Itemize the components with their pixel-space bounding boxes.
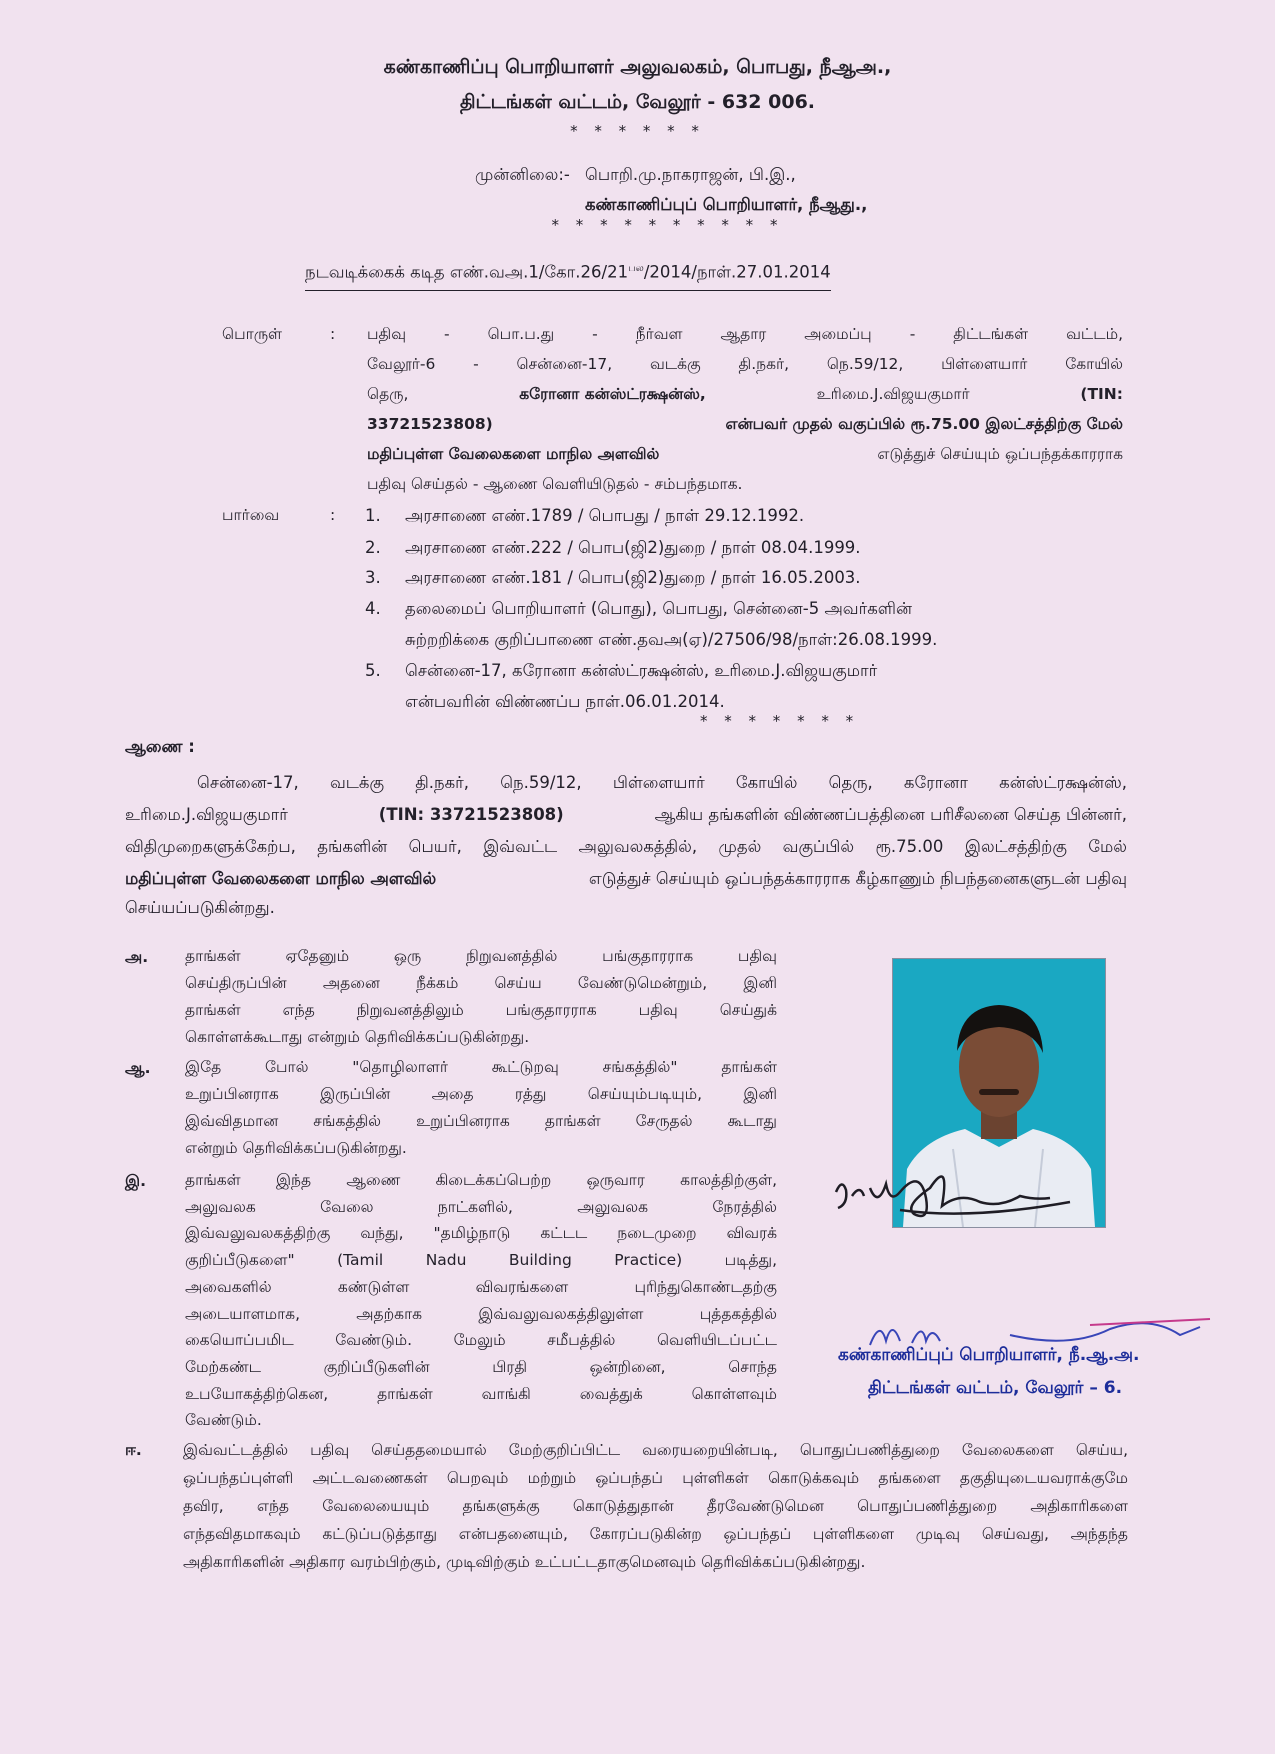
clause-line: கொள்ளக்கூடாது என்றும் தெரிவிக்கப்படுகின்றது.: [185, 1028, 530, 1046]
reference-number: 3.: [365, 568, 381, 587]
order-line-4: [125, 864, 1127, 893]
order-work-scope: மதிப்புள்ள வேலைகளை மாநில அளவில்: [125, 869, 437, 888]
clause-line: அலுவலக வேலை நாட்களில், அலுவலக நேரத்தில்: [185, 1197, 777, 1216]
subject-line-5: [367, 440, 1123, 469]
subject-class-limit: என்பவர் முதல் வகுப்பில் ரூ.75.00 இலட்சத்திற்கு மேல்: [725, 415, 1123, 433]
presence-label: முன்னிலை:-: [475, 165, 570, 184]
clause-line: கையொப்பமிட வேண்டும். மேலும் சமீபத்தில் வெளியிடப்பட்ட: [185, 1331, 777, 1350]
clause-line: உறுப்பினராக இருப்பின் அதை ரத்து செய்யும்படியும், இனி: [185, 1085, 777, 1103]
clause-line: அதிகாரிகளின் அதிகார வரம்பிற்கும், முடிவிற்கும் உட்பட்டதாகுமெனவும் தெரிவிக்கப்படுகின்றது.: [183, 1553, 866, 1571]
clause-line: ஒப்பந்தப்புள்ளி அட்டவணைகள் பெறவும் மற்றும் ஒப்பந்தப் புள்ளிகள் கொடுக்கவும் தங்களை தகுதியுடையவராக்குமே: [183, 1469, 1128, 1487]
order-line-2c: ஆகிய தங்களின் விண்ணப்பத்தினை பரிசீலனை செய்த பின்னர்,: [654, 805, 1127, 824]
reference-text-continued: என்பவரின் விண்ணப்ப நாள்.06.01.2014.: [405, 692, 725, 711]
seal-line-1: கண்காணிப்புப் பொறியாளர், நீ.ஆ.அ.: [838, 1345, 1140, 1365]
reference-number: 5.: [365, 661, 381, 680]
office-line-2: திட்டங்கள் வட்டம், வேலூர் - 632 006.: [459, 91, 816, 113]
clause-line: இவ்விதமான சங்கத்தில் உறுப்பினராக தாங்கள் சேருதல் கூடாது: [185, 1112, 777, 1130]
subject-line-2: வேலூர்-6 - சென்னை-17, வடக்கு தி.நகர், நெ.59/12, பிள்ளையார் கோயில்: [367, 355, 1123, 373]
order-label: ஆணை :: [125, 737, 195, 756]
clause-line: எந்தவிதமாகவும் கட்டுப்படுத்தாது என்பதனையும், கோரப்படுகின்ற ஒப்பந்தப் புள்ளிகளை முடிவு செய்வது, அந்தந்த: [183, 1525, 1128, 1543]
order-line-1: சென்னை-17, வடக்கு தி.நகர், நெ.59/12, பிள்ளையார் கோயில் தெரு, கரோனா கன்ஸ்ட்ரக்ஷன்ஸ்,: [197, 773, 1127, 792]
applicant-signature-text: J.Vijayakumar: [830, 1148, 837, 1149]
presence-designation: கண்காணிப்புப் பொறியாளர், நீஆது.,: [585, 195, 868, 214]
office-line-1: கண்காணிப்பு பொறியாளர் அலுவலகம், பொபது, நீஆஅ.,: [383, 56, 892, 78]
clause-line: உபயோகத்திற்கென, தாங்கள் வாங்கி வைத்துக் கொள்ளவும்: [185, 1384, 777, 1403]
clause-mark: அ.: [125, 948, 149, 966]
clause-line: வேண்டும்.: [185, 1411, 262, 1430]
proceedings-sup: பல: [628, 263, 644, 274]
clause-aa: [185, 1054, 777, 1162]
subject-work-scope: மதிப்புள்ள வேலைகளை மாநில அளவில்: [367, 445, 660, 463]
clause-line: தாங்கள் எந்த நிறுவனத்திலும் பங்குதாரராக பதிவு செய்துக்: [185, 1001, 777, 1019]
clause-i: [185, 1167, 777, 1434]
clause-a: [185, 943, 777, 1051]
clause-line: இவ்வட்டத்தில் பதிவு செய்ததமையால் மேற்குறிப்பிட்ட வரையறையின்படி, பொதுப்பணித்துறை வேலைகளை செய்ய,: [183, 1441, 1128, 1459]
order-line-5: செய்யப்படுகின்றது.: [125, 898, 275, 917]
clause-line: இதே போல் "தொழிலாளர் கூட்டுறவு சங்கத்தில்" தாங்கள்: [185, 1058, 777, 1076]
reference-text: அரசாணை எண்.1789 / பொபது / நாள் 29.12.1992.: [405, 506, 805, 525]
stars-top: * * * * * *: [570, 122, 705, 140]
subject-line-3a: தெரு,: [367, 385, 409, 403]
order-proprietor: உரிமை.J.விஜயகுமார்: [125, 805, 288, 824]
clause-line: இவ்வலுவலகத்திற்கு வந்து, "தமிழ்நாடு கட்டட நடைமுறை விவரக்: [185, 1224, 777, 1243]
reference-text: அரசாணை எண்.222 / பொப(ஜி2)துறை / நாள் 08.04.1999.: [405, 538, 861, 557]
subject-line-4: [367, 410, 1123, 439]
references-stars: * * * * * * *: [700, 712, 860, 730]
references-colon: :: [330, 506, 336, 524]
subject-tin-label: (TIN:: [1080, 385, 1123, 403]
reference-number: 1.: [365, 506, 381, 525]
proceedings-number: [305, 254, 831, 291]
stars-mid: * * * * * * * * * *: [551, 216, 784, 234]
clause-line: அடையாளமாக, அதற்காக இவ்வலுவலகத்திலுள்ள புத்தகத்தில்: [185, 1304, 777, 1323]
clause-line: தவிர, எந்த வேலையையும் தங்களுக்கு கொடுத்துதான் தீரவேண்டுமென பொதுப்பணித்துறை அதிகாரிகளை: [183, 1497, 1128, 1515]
clause-line: என்றும் தெரிவிக்கப்படுகின்றது.: [185, 1139, 407, 1157]
order-line-3: விதிமுறைகளுக்கேற்ப, தங்களின் பெயர், இவ்வட்ட அலுவலகத்தில், முதல் வகுப்பில் ரூ.75.00 இலட்சத்திற்கு மேல்: [125, 837, 1127, 856]
subject-line-6: பதிவு செய்தல் - ஆணை வெளியிடுதல் - சம்பந்தமாக.: [367, 475, 743, 493]
officer-initials-text: MN: [860, 1305, 862, 1306]
seal-line-2: திட்டங்கள் வட்டம், வேலூர் – 6.: [868, 1378, 1123, 1398]
subject-line-5b: எடுத்துச் செய்யும் ஒப்பந்தக்காரராக: [877, 445, 1123, 463]
subject-contractor-name: கரோனா கன்ஸ்ட்ரக்ஷன்ஸ்,: [519, 385, 706, 403]
subject-proprietor: உரிமை.J.விஜயகுமார்: [816, 385, 970, 403]
clause-line: குறிப்பீடுகளை" (Tamil Nadu Building Practice) படித்து,: [185, 1251, 777, 1270]
subject-label: பொருள்: [222, 325, 283, 343]
clause-mark: இ.: [125, 1172, 146, 1190]
reference-text-continued: சுற்றறிக்கை குறிப்பாணை எண்.தவஅ(ஏ)/27506/98/நாள்:26.08.1999.: [405, 630, 938, 649]
presence-name: பொறி.மு.நாகராஜன், பி.இ.,: [585, 165, 796, 184]
clause-line: தாங்கள் ஏதேனும் ஒரு நிறுவனத்தில் பங்குதாரராக பதிவு: [185, 947, 777, 965]
subject-line-1: பதிவு - பொ.ப.து - நீர்வள ஆதார அமைப்பு - திட்டங்கள் வட்டம்,: [367, 325, 1123, 343]
clause-line: மேற்கண்ட குறிப்பீடுகளின் பிரதி ஒன்றினை, சொந்த: [185, 1357, 777, 1376]
clause-line: செய்திருப்பின் அதனை நீக்கம் செய்ய வேண்டுமென்றும், இனி: [185, 974, 777, 992]
order-tin: (TIN: 33721523808): [378, 805, 564, 824]
order-line-4b: எடுத்துச் செய்யும் ஒப்பந்தக்காரராக கீழ்காணும் நிபந்தனைகளுடன் பதிவு: [588, 869, 1127, 888]
subject-tin-number: 33721523808): [367, 415, 493, 433]
subject-line-3: [367, 380, 1123, 409]
reference-number: 4.: [365, 599, 381, 618]
reference-text: தலைமைப் பொறியாளர் (பொது), பொபது, சென்னை-5 அவர்களின்: [405, 599, 912, 618]
clause-line: தாங்கள் இந்த ஆணை கிடைக்கப்பெற்ற ஒருவார காலத்திற்குள்,: [185, 1171, 777, 1189]
clause-line: அவைகளில் கண்டுள்ள விவரங்களை புரிந்துகொண்டதற்கு: [185, 1277, 777, 1296]
clause-mark: ஈ.: [125, 1441, 142, 1459]
applicant-signature: [830, 1148, 1090, 1228]
clause-mark: ஆ.: [125, 1059, 151, 1077]
clause-ee: [183, 1436, 1128, 1576]
proceedings-prefix: நடவடிக்கைக் கடித எண்.வஅ.1/கோ.26/21: [305, 262, 629, 282]
reference-text: அரசாணை எண்.181 / பொப(ஜி2)துறை / நாள் 16.05.2003.: [405, 568, 861, 587]
reference-number: 2.: [365, 538, 381, 557]
references-label: பார்வை: [222, 506, 280, 524]
order-line-2: [125, 800, 1127, 829]
proceedings-suffix: /2014/நாள்.27.01.2014: [643, 262, 831, 282]
reference-text: சென்னை-17, கரோனா கன்ஸ்ட்ரக்ஷன்ஸ், உரிமை.J.விஜயகுமார்: [405, 661, 878, 680]
subject-colon: :: [330, 325, 336, 343]
